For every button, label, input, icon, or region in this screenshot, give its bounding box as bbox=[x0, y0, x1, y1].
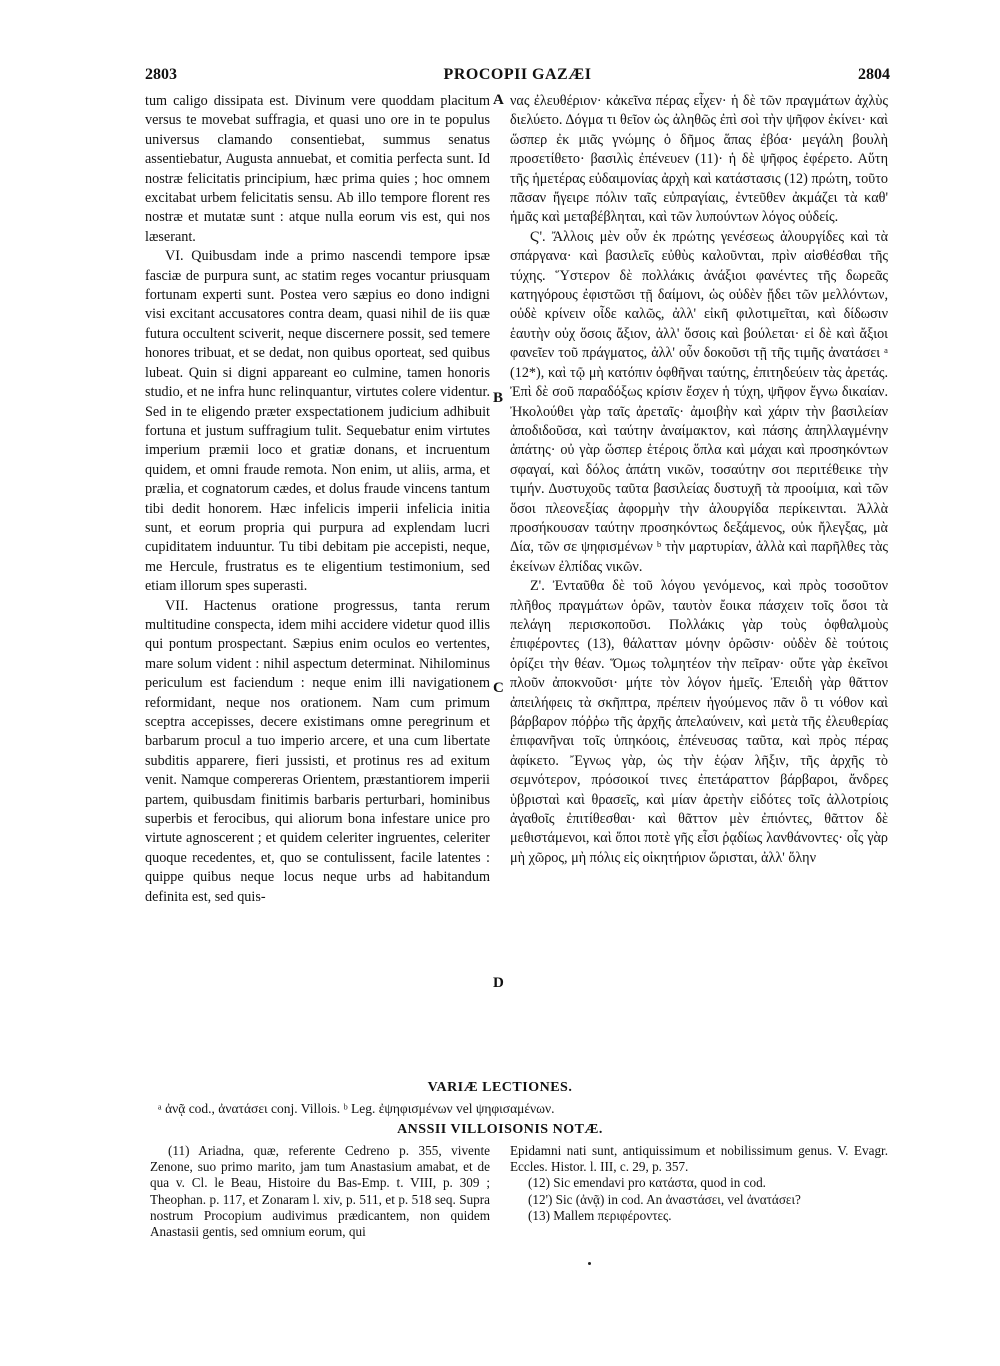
running-header bbox=[145, 66, 890, 92]
latin-paragraph-3: VII. Hactenus oratione progressus, tanta rerum multitudine conspecta, idem mihi accidere videtur quod illis qui pontum prospectant. Sæpius enim oculos eo vertentes, mare solum vident : nihil aspectum determinat. Nihilominus periculum est faciendum : neque enim illi navigationem reformidant, neque nos orationem. Nam cum primum sceptra accepisses, decere existimans omne peregrinum et barbarum procul a tuo imperio arcere, et una cum libertate subditis apparere, fieri jussisti, et protinus res ad exitum venit. Namque compereras Orientem, præstantiorem imperii partem, quibusdam finitimis barbaris perturbari, hominibus superbis et ferocibus, qui aliorum bona infestare unice pro virtute agnoscerent ; et quidem celeriter ingruentes, celeriter quoque recedentes, et, quo se contulissent, facile latentes : quippe quibus neque locus neque urbs ad habitandum definita est, sed quis- bbox=[145, 597, 490, 905]
variae-lectiones-line: ᵃ ἀνᾷ cod., ἀνατάσει conj. Villois. ᵇ Leg. ἐψηφισμένων vel ψηφισαμένων. bbox=[158, 1101, 555, 1116]
page-number-left: 2803 bbox=[145, 66, 177, 83]
note-11-continuation: Epidamni nati sunt, antiquissimum et nobilissimum genus. V. Evagr. Eccles. Histor. l. III, c. 29, p. 357. bbox=[510, 1143, 888, 1175]
margin-mark-b: B bbox=[493, 390, 504, 406]
greek-paragraph-2: Ϛ'. Ἄλλοις μὲν οὖν ἐκ πρώτης γενέσεως ἁλουργίδες καὶ τὰ σπάργανα· καὶ βασιλεῖς εὐθὺς καλοῦνται, πρὶν αἰσθέσθαι τῆς τύχης. Ὕστερον δὲ πολλάκις ἀνάξιοι φανέντες τῆς δωρεᾶς κατηγόρους ἐφιστῶσι τῇ δαίμονι, ὡς οὐδὲν ᾔδει τῶν μελλόντων, οὐδὲ κρίνειν οἶδε καλῶς, ἀλλ' εἰκῆ φιλοτιμεῖται, καὶ δίδωσιν ἑαυτὴν οὐχ ὅσοις ἄξιον, ἀλλ' ὅσοις καὶ βούλεται· εἰ δὲ καὶ ἄξιοι φανεῖεν τοῦ πράγματος, ἀλλ' οὖν δοκοῦσι τῇ τῆς τιμῆς ἀνατάσει ᵃ (12*), καὶ τῷ μὴ κατόπιν ὀφθῆναι ταύτης, ἐπιτηδεύειν τὰς ἀρετάς. Ἐπὶ δὲ σοῦ παραδόξως κρίσιν ἔσχεν ἡ τύχη, ψῆφον ἔγνω δικαίαν. Ἠκολούθει γὰρ ταῖς ἀρεταῖς· ἀμοιβὴν καὶ χάριν τὴν βασιλείαν ἀποδιδοῦσα, καὶ ταύτην ἀναίμακτον, καὶ πάσης ἀπηλλαγμένην ἀπάτης· οὐ γὰρ ὥσπερ ἑτέροις ὅπλα καὶ μάχαι καὶ προσηκόντων σφαγαί, καὶ δόλος ἀπάτη νικῶν, τοσαύτην σοι περιτέθεικε τὴν τιμήν. Δυστυχοῦς ταῦτα βασιλείας δυστυχῆ τὰ προοίμια, καὶ τῶν ὅσοι πλεονεξίας ἀφορμὴν τὴν ἁλουργίδα περίκεινται. Ἀλλὰ προσήκουσαν ταύτην προσηκόντως δεξάμενος, οὐκ ἤλεγξας, μὰ Δία, τῶν σε ψηφισμένων ᵇ τὴν μαρτυρίαν, ἀλλὰ καὶ παρῆλθες τὰς ἐκείνων ἐλπίδας νικῶν. bbox=[510, 228, 888, 575]
latin-paragraph-2: VI. Quibusdam inde a primo nascendi tempore ipsæ fasciæ de purpura sunt, ac statim reges vocantur priusquam fortunam experti sunt. Postea vero sæpius eo dono indigni visi excitant accusatores contra deam, quasi nihil de iis quæ futura occultent sciverit, neque discernere possit, sed temere honores tribuat, et se dedat, non quibus oporteat, sed quibus lubeat. Quin si digni appareant eo culmine, tamen honoris studio, et ne infra hunc relinquantur, virtutes colere videntur. Sed in te eligendo præter exspectationem judicium adhibuit fortuna et justum suffragium tulit. Sequebatur enim virtutes imperium præmii loco et gratiæ donans, et incruentum quidem, et omni fraude remota. Non enim, ut aliis, arma, et prælia, et cognatorum cædes, et dolus fraude vincens tantum tibi dedit honorem. Hæc infelicis imperii infelicia initia sunt, et eorum propria qui purpura ad explendam lucri cupiditatem induuntur. Tu tibi debitam pie accepisti, neque, me Hercule, frustratus es te eligentium testimonium, sed etiam illorum spes superasti. bbox=[145, 248, 490, 595]
print-speck bbox=[588, 1262, 591, 1265]
margin-mark-c: C bbox=[493, 680, 504, 696]
variae-lectiones-title: VARIÆ LECTIONES. bbox=[427, 1080, 573, 1095]
notes-right-column bbox=[510, 1143, 888, 1224]
page-number-right: 2804 bbox=[858, 66, 890, 83]
greek-paragraph-1: νας ἐλευθέριον· κἀκεῖνα πέρας εἶχεν· ἡ δὲ τῶν πραγμάτων ἀχλὺς διελύετο. Δόγμα τι θεῖον ὡς ἀληθῶς ἐπὶ σοὶ τὴν ψῆφον ἐκίνει· καὶ ὥσπερ ἐκ μιᾶς γνώμης ὁ δῆμος ἅπας ἐβόα· μεγάλη βουλὴ προσετίθετο· βασιλὶς ἐπένευεν (11)· ἡ δὲ ψῆφος ἐφέρετο. Αὕτη τῆς ἡμετέρας εὐδαιμονίας ἀρχὴ καὶ κατάστασις (12) πρώτη, τοῦτο πᾶσαν ἤγειρε πόλιν ταῖς εὐπραγίαις, ἐντεῦθεν ἀκμάζει τὰ καθ' ἡμᾶς καὶ μεταβέβληται, καὶ τῶν λυπούντων λόγος οὐδείς. bbox=[510, 93, 888, 226]
notae-title: ANSSII VILLOISONIS NOTÆ. bbox=[397, 1122, 603, 1137]
notes-left-column bbox=[150, 1143, 490, 1240]
latin-paragraph-1: tum caligo dissipata est. Divinum vere quoddam placitum versus te movebat suffragia, et quasi uno ore in te populus universus clamando consentiebat, summus senatus assentiebatur, Augusta annuebat, et comitia perfecta sunt. Id nostræ felicitatis principium, hæc prima quies ; hoc omnem excitabat urbem felicitatis sensu. Ab illo tempore florent res nostræ et mutatæ sunt : atque nulla eorum vis est, qui nos læserant. bbox=[145, 93, 490, 245]
greek-column bbox=[510, 92, 888, 868]
note-12: (12) Sic emendavi pro κατάστα, quod in cod. bbox=[528, 1175, 766, 1191]
running-title: PROCOPII GAZÆI bbox=[443, 66, 592, 83]
note-12-prime: (12') Sic (ἀνᾷ) in cod. An ἀναστάσει, vel ἀνατάσει? bbox=[528, 1191, 801, 1207]
note-13: (13) Mallem περιφέροντες. bbox=[528, 1207, 672, 1223]
margin-mark-d: D bbox=[493, 975, 504, 991]
margin-mark-a: A bbox=[493, 92, 504, 108]
note-11: (11) Ariadna, quæ, referente Cedreno p. 355, vivente Zenone, suo primo marito, jam tum Anastasium amabat, et de qua v. Cl. le Beau, Histoire du Bas-Emp. t. VIII, p. 309 ; Theophan. p. 117, et Zonaram l. xiv, p. 511, et p. 518 seq. Supra nostrum Procopium audivimus prædicantem, non quidem Anastasii gentis, sed omnium eorum, qui bbox=[150, 1143, 490, 1240]
greek-paragraph-3: Ζ'. Ἐνταῦθα δὲ τοῦ λόγου γενόμενος, καὶ πρὸς τοσοῦτον πλῆθος πραγμάτων ὁρῶν, ταυτὸν ἔοικα πάσχειν τοῖς ὅσοι τὰ πελάγη περισκοποῦσι. Πολλάκις γὰρ τοὺς ὀφθαλμοὺς ἐπιφέροντες (13), θάλατταν μόνην ὁρῶσιν· οὐδὲν δὲ τούτοις ὁρίζει τὴν θέαν. Ὅμως τολμητέον τὴν πεῖραν· οὔτε γὰρ ἐκεῖνοι πλοῦν ἀποκνοῦσι· μήτε τὸν λόγον ἡμεῖς. Ἐπειδὴ γὰρ θᾶττον ἀπειλήφεις τὰ σκῆπτρα, πρέπειν ἡγούμενος πᾶν ὃ τι νόθον καὶ βάρβαρον πόῤῥω τῆς ἀρχῆς ἀπελαύνειν, καὶ μετὰ τῆς ἐλευθερίας ἐπιφανῆναι τοῖς ὑπηκόοις, ἐπένευσας ταῦτα, καὶ πρὸς πέρας ἀφίκετο. Ἔγνως γὰρ, ὡς τὴν ἑῴαν λῆξιν, τῆς ἀρχῆς τὸ σεμνότερον, πρόσοικοί τινες ἐπετάραττον βάρβαροι, ἄνδρες ὑβρισταὶ καὶ θρασεῖς, καὶ μίαν ἀρετὴν εἰδότες τοῖς ἀλλοτρίοις ἀγαθοῖς ἐπιτίθεσθαι· καὶ θᾶττον μὲν ἐπιόντες, θᾶττον δὲ μεθιστάμενοι, καὶ ὅποι ποτὲ γῆς εἶσι ῥᾳδίως λανθάνοντες· οἷς γὰρ μὴ χῶρος, μὴ πόλις εἰς οἰκητήριον ὥρισται, ἀλλ' ὅλην bbox=[510, 578, 888, 866]
latin-column bbox=[145, 92, 490, 907]
